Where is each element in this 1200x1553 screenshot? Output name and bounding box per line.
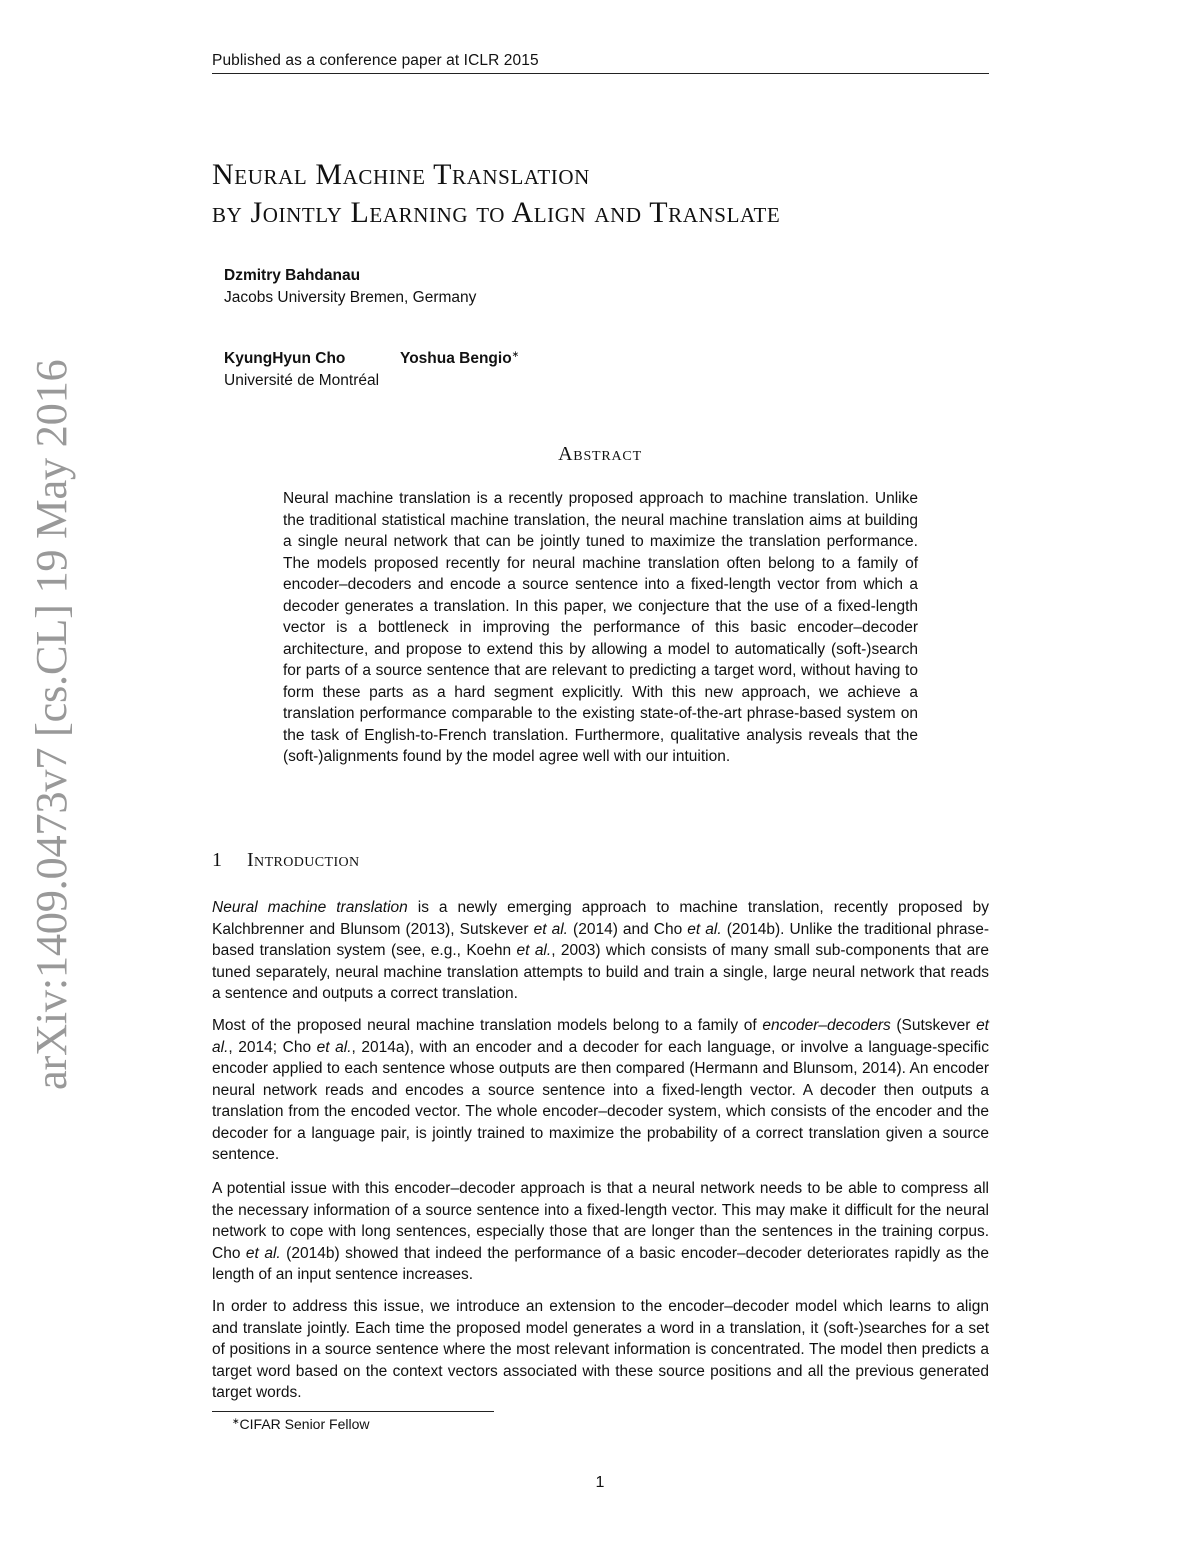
section-number: 1 xyxy=(212,849,223,871)
paragraph-text: (2014b) showed that indeed the performance of a basic encoder–decoder deteriorates rapidly as the length of an input sentence increases. xyxy=(212,1244,989,1283)
title-line-2: by Jointly Learning to Align and Translate xyxy=(212,196,781,229)
author-block-1 xyxy=(224,265,476,309)
abstract-heading: Abstract xyxy=(558,443,642,465)
authors-row xyxy=(224,343,519,370)
section-title: Introduction xyxy=(247,849,360,871)
paragraph-text: A potential issue with this encoder–decoder approach is that a neural network needs to be able to compress all the necessary information of a source sentence into a fixed-length vector. This may make it difficult for the neural network to cope with long sentences, especially those that are longer than the sentences in the training corpus. Cho xyxy=(212,1180,989,1262)
page-number: 1 xyxy=(595,1474,605,1491)
author-affiliation: Jacobs University Bremen, Germany xyxy=(224,289,477,306)
author-affiliation: Université de Montréal xyxy=(224,372,380,389)
footnote xyxy=(232,1416,369,1432)
citation-etal: et al. xyxy=(245,1244,281,1262)
section-heading xyxy=(212,849,360,872)
abstract-text: Neural machine translation is a recently proposed approach to machine translation. Unlike the traditional statistical machine translation, the neural machine translation aims at building a single neural network that can be jointly tuned to maximize the translation performance. The models proposed recently for neural machine translation often belong to a family of encoder–decoders and encode a source sentence into a fixed-length vector from which a decoder generates a translation. In this paper, we conjecture that the use of a fixed-length vector is a bottleneck in improving the performance of this basic encoder–decoder architecture, and propose to extend this by allowing a model to automatically (soft-)search for parts of a source sentence that are relevant to predicting a target word, without having to form these parts as a hard segment explicitly. With this new approach, we achieve a translation performance comparable to the existing state-of-the-art phrase-based system on the task of English-to-French translation. Furthermore, qualitative analysis reveals that the (soft-)alignments found by the model agree well with our intuition. xyxy=(283,490,918,765)
citation-etal: et al. xyxy=(316,1038,352,1056)
author-name: Dzmitry Bahdanau xyxy=(224,267,361,284)
body-paragraph xyxy=(212,1178,989,1286)
citation-etal: et al. xyxy=(687,920,722,938)
footnote-divider xyxy=(212,1411,494,1412)
paragraph-text: Most of the proposed neural machine translation models belong to a family of xyxy=(212,1017,763,1034)
author-name: KyungHyun Cho xyxy=(224,350,346,367)
paragraph-text: , 2014a), with an encoder and a decoder for each language, or involve a language-specific encoder applied to each sentence whose outputs are then compared (Hermann and Blunsom, 2014). An encoder neural network reads and encodes a source sentence into a fixed-length vector. A decoder then outputs a translation from the encoded vector. The whole encoder–decoder system, which consists of the encoder and the decoder for a language pair, is jointly trained to maximize the probability of a correct translation given a source sentence. xyxy=(212,1038,989,1163)
citation-etal: et al. xyxy=(516,942,552,959)
footnote-marker: ∗ xyxy=(511,349,520,359)
paragraph-text: (2014) and Cho xyxy=(568,920,688,938)
paper-title xyxy=(212,156,780,232)
title-line-1: Neural Machine Translation xyxy=(212,158,590,191)
paragraph-text: , 2014; Cho xyxy=(228,1038,317,1056)
arxiv-side-stamp: arXiv:1409.0473v7 [cs.CL] 19 May 2016 xyxy=(26,359,76,1090)
paragraph-text: , 2003) which consists of many small sub-components that are tuned separately, neural machine translation attempts to build and train a single, large neural network that reads a sentence and outputs a correct translation. xyxy=(212,942,989,1002)
author-name: Yoshua Bengio xyxy=(400,350,512,367)
running-header: Published as a conference paper at ICLR 2015 xyxy=(212,52,989,74)
paragraph-text: (2014b). Unlike the traditional phrase-based translation system (see, e.g., Koehn xyxy=(212,920,990,959)
body-paragraph xyxy=(212,1015,989,1166)
paragraph-text: (Sutskever xyxy=(890,1017,977,1034)
footnote-text: CIFAR Senior Fellow xyxy=(239,1416,370,1432)
emphasis-text: encoder–decoders xyxy=(762,1017,891,1034)
paragraph-text: is a newly emerging approach to machine translation, recently proposed by Kalchbrenner and Blunsom (2013), Sutskever xyxy=(212,899,989,938)
citation-etal: et al. xyxy=(533,920,568,938)
citation-etal: et al. xyxy=(212,1017,989,1056)
body-paragraph: In order to address this issue, we introduce an extension to the encoder–decoder model which learns to align and translate jointly. Each time the proposed model generates a word in a translation, it (soft-)searches for a set of positions in a source sentence where the most relevant information is concentrated. The model then predicts a target word based on the context vectors associated with these source positions and all the previous generated target words. xyxy=(212,1298,989,1401)
footnote-marker: ∗ xyxy=(232,1416,240,1426)
author-block-2 xyxy=(224,343,519,392)
body-paragraph xyxy=(212,897,989,1005)
emphasis-text: Neural machine translation xyxy=(212,899,408,916)
